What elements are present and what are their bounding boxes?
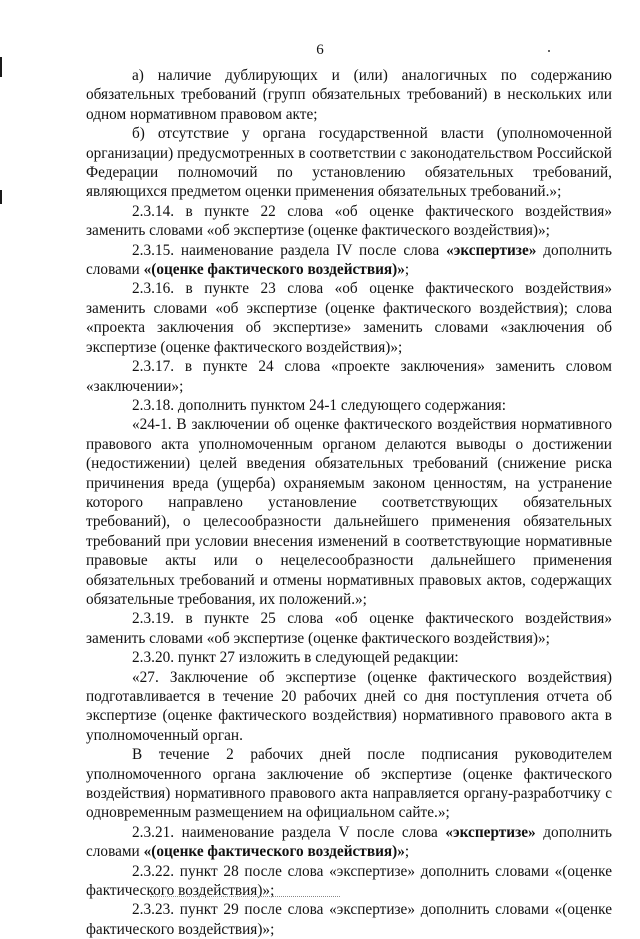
scan-noise xyxy=(150,896,340,899)
paragraph-text: 2.3.21. наименование раздела V после слова xyxy=(132,823,446,841)
paragraph: а) наличие дублирующих и (или) аналогичных по содержанию обязательных требований (групп обязательных требований) в нескольких или одном нормативном правовом акте; xyxy=(86,67,612,123)
paragraph: 2.3.22. пункт 28 после слова «экспертизе» дополнить словами «(оценке фактического воздействия)»; xyxy=(86,862,612,900)
paragraph-text: ; xyxy=(404,843,410,861)
bold-term: «экспертизе» xyxy=(446,241,537,259)
paragraph-text: ; xyxy=(404,261,410,279)
bold-term: «экспертизе» xyxy=(445,823,536,841)
bold-term: «(оценке фактического воздействия)» xyxy=(143,261,405,279)
page-number: 6 xyxy=(316,42,324,58)
scan-edge-mark xyxy=(0,57,2,77)
paragraph: 2.3.19. в пункте 25 слова «об оценке фактического воздействия» заменить словами «об экспертизе (оценке фактического воздействия)»; xyxy=(86,610,612,647)
paragraph: 2.3.17. в пункте 24 слова «проекте заключения» заменить словом «заключении»; xyxy=(86,358,612,395)
paragraph-text: дополнить словами xyxy=(86,241,613,279)
paragraph: 2.3.18. дополнить пунктом 24-1 следующего содержания: xyxy=(132,396,506,414)
document-body xyxy=(86,66,612,939)
paragraph: «27. Заключение об экспертизе (оценке фактического воздействия) подготавливается в течение 20 рабочих дней со дня поступления отчета об экспертизе (оценке фактического воздействия) нормативного правового акта в уполномоченный орган. xyxy=(86,668,612,744)
paragraph: «24-1. В заключении об оценке фактического воздействия нормативного правового акта уполномоченным органом делаются выводы о достижении (недостижении) целей введения обязательных требований (снижение риска причинения вреда (ущерба) охраняемым законом ценностям, на устранение которого направлено установление соответствующих обязательных требований), о целесообразности дальнейшего применения обязательных требований при условии внесения изменений в соответствующие нормативные правовые акты или о нецелесообразности дальнейшего применения обязательных требований и отмены нормативных правовых актов, содержащих обязательные требования, их положений.»; xyxy=(86,416,612,608)
paragraph-text: 2.3.15. наименование раздела IV после слова xyxy=(132,241,447,259)
paragraph xyxy=(86,241,612,280)
bold-term: «(оценке фактического воздействия)» xyxy=(143,843,405,861)
paragraph: В течение 2 рабочих дней после подписания руководителем уполномоченного органа заключение об экспертизе (оценке фактического воздействия) нормативного правового акта направляется органу-разработчику с одновременным размещением на официальном сайте.»; xyxy=(86,746,612,822)
paragraph: 2.3.20. пункт 27 изложить в следующей редакции: xyxy=(132,649,459,667)
paragraph: 2.3.14. в пункте 22 слова «об оценке фактического воздействия» заменить словами «об экспертизе (оценке фактического воздействия)»; xyxy=(86,202,612,240)
paragraph: б) отсутствие у органа государственной власти (уполномоченной организации) предусмотренных в соответствии с законодательством Российской Федерации полномочий по установлению обязательных требований, являющихся предметом оценки применения обязательных требований.»; xyxy=(86,125,612,201)
paragraph xyxy=(86,823,612,862)
scan-edge-mark xyxy=(0,190,2,204)
paragraph-text: дополнить словами xyxy=(86,823,612,861)
paragraph: 2.3.23. пункт 29 после слова «экспертизе» дополнить словами «(оценке фактического воздействия)»; xyxy=(86,901,612,938)
paragraph: 2.3.16. в пункте 23 слова «об оценке фактического воздействия» заменить словами «об экспертизе (оценке фактического воздействия); слова «проекта заключения об экспертизе» заменить словами «заключения об экспертизе (оценке фактического воздействия)»; xyxy=(86,280,612,356)
